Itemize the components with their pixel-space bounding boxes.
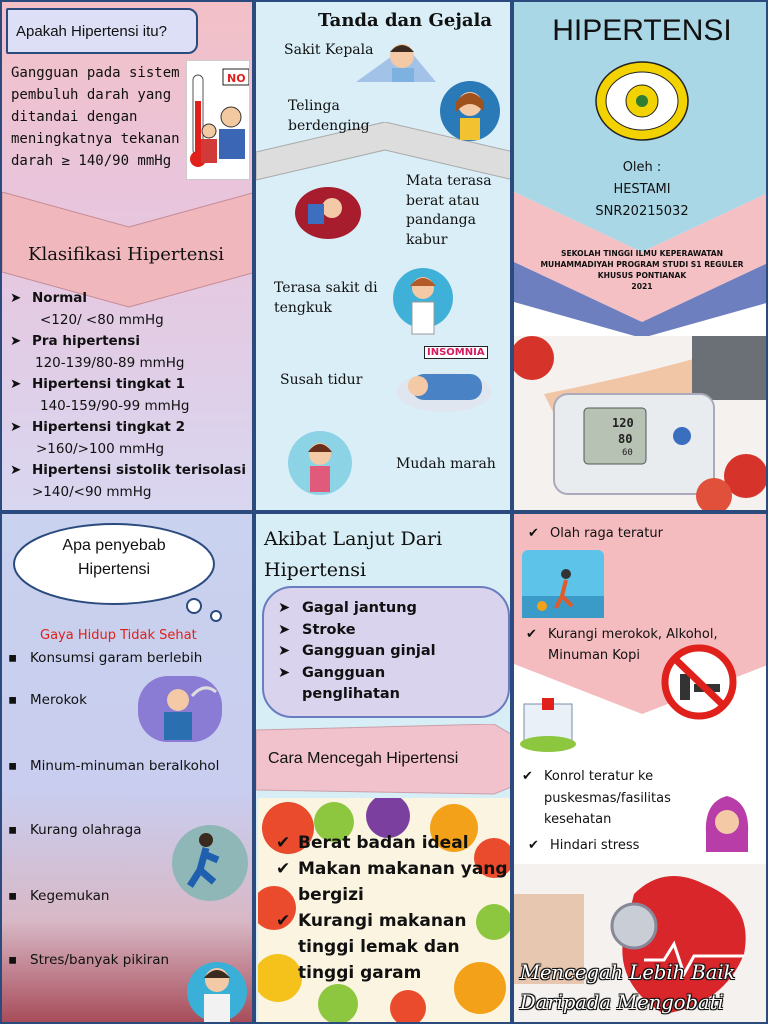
classification-list bbox=[10, 288, 250, 503]
clinic-icon bbox=[518, 694, 578, 752]
question-tab bbox=[6, 8, 198, 54]
question-text: Apakah Hipertensi itu? bbox=[16, 23, 167, 40]
prevention-item: ✔ Kurangi makanan tinggi lemak dan tinggi garam bbox=[298, 908, 508, 986]
no-smoking-alcohol-icon bbox=[660, 644, 738, 720]
cause-item: ▪ Merokok bbox=[8, 692, 87, 708]
panel-definition bbox=[0, 0, 254, 512]
monitor-reading-pulse: 60 bbox=[622, 448, 633, 458]
panel-causes bbox=[0, 512, 254, 1024]
blood-pressure-monitor-icon bbox=[514, 336, 768, 512]
cycling-icon bbox=[522, 550, 604, 618]
hijab-woman-icon bbox=[698, 794, 756, 852]
headache-icon bbox=[356, 38, 436, 84]
causes-title: Apa penyebab Hipertensi bbox=[62, 537, 166, 578]
running-icon bbox=[170, 824, 250, 902]
prevention-list bbox=[298, 830, 508, 986]
definition-text: Gangguan pada sistem pembuluh darah yang ditandai dengan meningkatnya tekanan darah ≥ 140/90 mmHg bbox=[11, 65, 180, 169]
classification-item: ➤ Normal <120/ <80 mmHg bbox=[10, 290, 164, 328]
cover-student-id: SNR20215032 bbox=[595, 204, 689, 219]
classification-item: ➤ Hipertensi tingkat 1 140-159/90-99 mmHg bbox=[10, 376, 190, 414]
panel-complications bbox=[254, 512, 512, 1024]
cause-item: ▪ Kegemukan bbox=[8, 888, 110, 904]
neck-pain-icon bbox=[390, 264, 456, 336]
symptom-neck-pain: Terasa sakit di tengkuk bbox=[274, 280, 378, 316]
tip-item: ✔ Kurangi merokok, Alkohol, Minuman Kopi bbox=[548, 624, 748, 666]
symptom-ear-ringing: Telinga berdenging bbox=[288, 98, 370, 134]
prevention-item: ✔ Berat badan ideal bbox=[298, 830, 508, 856]
cause-item: ▪ Konsumsi garam berlebih bbox=[8, 650, 203, 666]
cover-year: 2021 bbox=[631, 282, 653, 291]
classification-item: ➤ Hipertensi tingkat 2 >160/>100 mmHg bbox=[10, 419, 185, 457]
cover-by-label: Oleh : bbox=[622, 160, 662, 175]
panel-tips bbox=[512, 512, 768, 1024]
angry-icon bbox=[286, 430, 354, 496]
cause-item: ▪ Minum-minuman beralkohol bbox=[8, 758, 220, 774]
svg-text:NO: NO bbox=[227, 72, 246, 85]
insomnia-icon bbox=[392, 344, 498, 416]
tips-slogan: Mencegah Lebih Baik Daripada Mengobati bbox=[520, 961, 736, 1014]
monitor-reading-sys: 120 bbox=[612, 416, 634, 430]
complication-item: ➤ Gangguan penglihatan bbox=[278, 664, 401, 702]
classification-title: Klasifikasi Hipertensi bbox=[28, 244, 224, 265]
blurred-vision-icon bbox=[294, 186, 362, 240]
symptom-angry: Mudah marah bbox=[396, 456, 496, 472]
causes-subtitle: Gaya Hidup Tidak Sehat bbox=[40, 628, 197, 643]
classification-item: ➤ Hipertensi sistolik terisolasi >140/<90 mmHg bbox=[10, 462, 246, 500]
symptoms-title: Tanda dan Gejala bbox=[318, 10, 493, 31]
cause-item: ▪ Stres/banyak pikiran bbox=[8, 952, 170, 968]
panel-symptoms bbox=[254, 0, 512, 512]
cover-title: HIPERTENSI bbox=[552, 14, 732, 47]
panel-cover bbox=[512, 0, 768, 512]
stress-icon bbox=[182, 952, 252, 1022]
cause-item: ▪ Kurang olahraga bbox=[8, 822, 142, 838]
complication-item: ➤ Gagal jantung bbox=[278, 600, 417, 616]
cover-institution: SEKOLAH TINGGI ILMU KEPERAWATAN MUHAMMADIYAH PROGRAM STUDI S1 REGULER KHUSUS PONTIANAK bbox=[540, 249, 744, 280]
university-logo-icon bbox=[594, 60, 690, 142]
tip-item: ✔ Olah raga teratur bbox=[550, 526, 663, 541]
ear-ringing-icon bbox=[438, 76, 502, 146]
classification-item: ➤ Pra hipertensi 120-139/80-89 mmHg bbox=[10, 333, 185, 371]
insomnia-label: INSOMNIA bbox=[424, 346, 488, 359]
symptom-insomnia: Susah tidur bbox=[280, 372, 363, 388]
complications-list bbox=[278, 598, 498, 706]
hypertension-cartoon-icon bbox=[186, 60, 250, 180]
complications-title: Akibat Lanjut Dari Hipertensi bbox=[264, 528, 443, 581]
complication-item: ➤ Gangguan ginjal bbox=[278, 643, 436, 659]
tip-item: ✔ Konrol teratur ke puskesmas/fasilitas kesehatan bbox=[544, 766, 694, 831]
complication-item: ➤ Stroke bbox=[278, 621, 356, 638]
smoking-icon bbox=[138, 676, 222, 742]
monitor-reading-dia: 80 bbox=[618, 432, 633, 446]
cover-author: HESTAMI bbox=[613, 182, 671, 197]
symptom-blurred-vision: Mata terasa berat atau pandanga kabur bbox=[406, 173, 492, 248]
prevention-item: ✔ Makan makanan yang bergizi bbox=[298, 856, 508, 908]
symptom-headache: Sakit Kepala bbox=[284, 42, 374, 58]
tip-item: ✔ Hindari stress bbox=[550, 838, 639, 853]
prevention-title: Cara Mencegah Hipertensi bbox=[268, 750, 459, 767]
